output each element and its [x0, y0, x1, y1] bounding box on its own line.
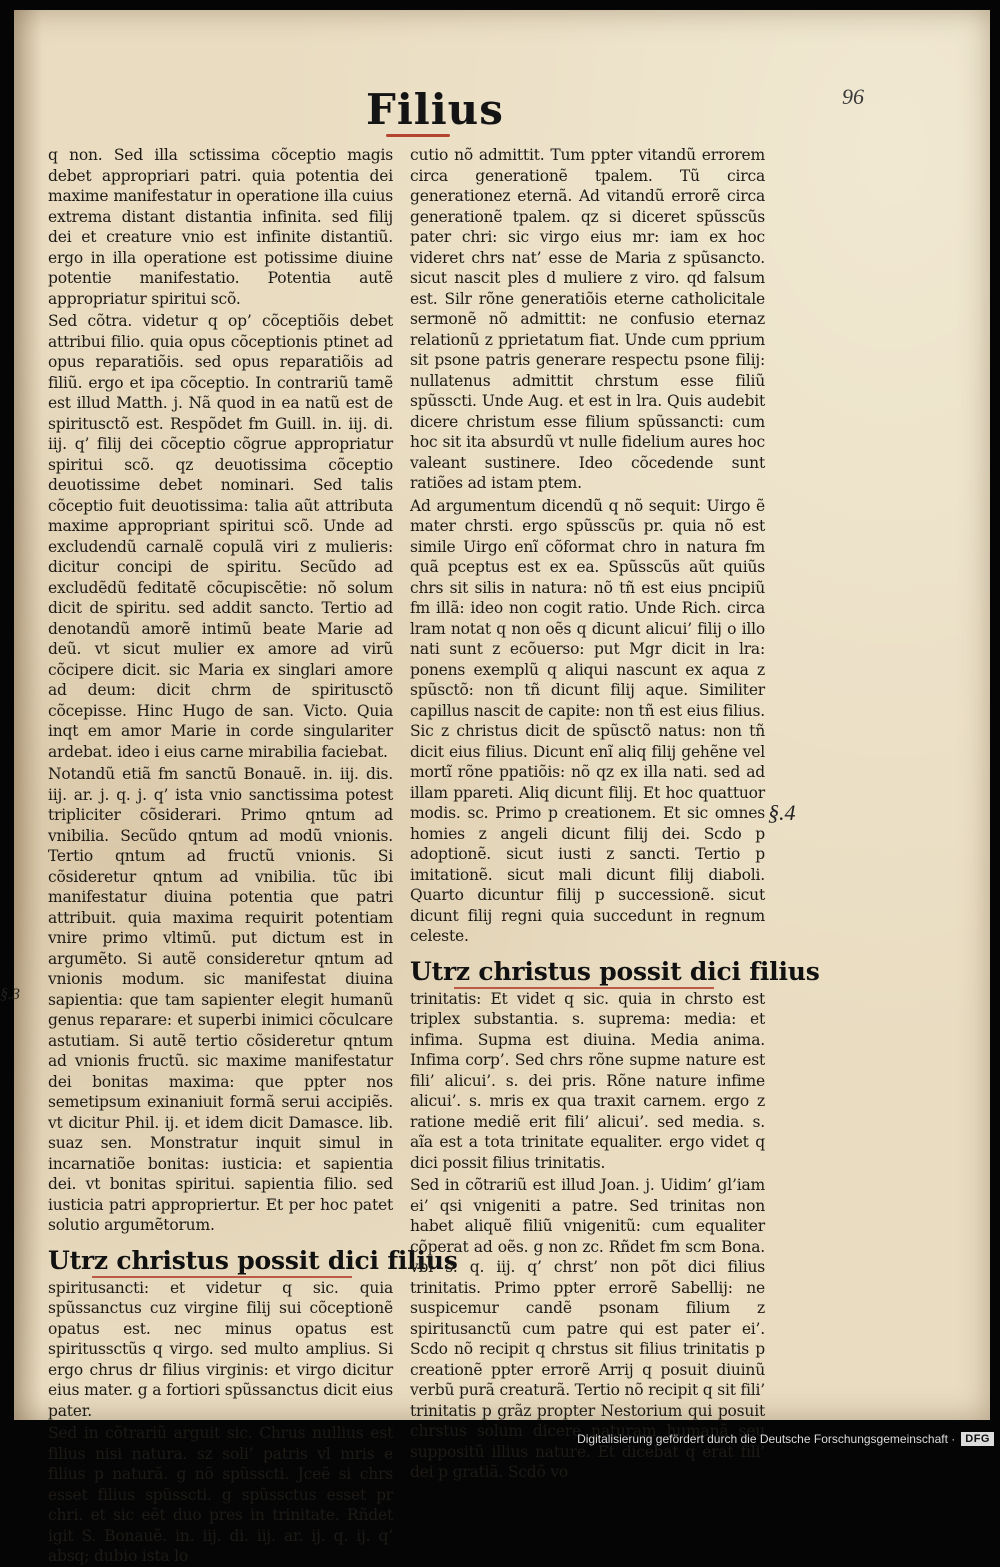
digitization-footer — [577, 1432, 994, 1446]
left-section-paragraph-1: spiritusancti: et videtur q sic. quia spũssanctus cuz virgine filij sui cõceptionẽ opatus est. nec minus opatus est spiritussctũs q virgo. sed multo amplius. Si ergo chrus dr filius virginis: et virgo dicitur eius mater. g a fortiori spũssanctus dicit eius pater. — [48, 1278, 393, 1420]
heading-underline — [386, 134, 450, 137]
page-heading: Filius — [366, 85, 504, 134]
dfg-logo-icon: DFG — [961, 1432, 994, 1446]
left-section-paragraph-2: Sed in cõtrariũ arguit sic. Chrus nullius est filius nisi natura. sz soli’ patris vl mris e filius p naturã. g nõ spũsscti. Jceẽ si chrs esset filius spũsscti. g spũssctus esset pr chri. et sic eẽt duo pres in trinitate. Rñdet igit S. Bonauẽ. in. iij. di. iij. ar. ij. q. ij. q’ absq; dubio ista lo — [48, 1424, 393, 1565]
right-section-paragraph-2: Sed in cõtrariũ est illud Joan. j. Uidim’ gl’iam ei’ qsi vnigeniti a patre. Sed trinitas non habet aliquẽ filiũ vnigenitũ: cum equaliter cõperat ad oẽs. g non zc. Rñdet fm scm Bona. vbi s. q. iij. q’ chrst’ non põt dici filius trinitatis. Primo ppter errorẽ Sabellij: ne suspicemur candẽ psonam filium z spiritusanctũ cum patre qui est pater ei’. Scdo nõ recipit q chrstus sit filius trinitatis p creationẽ ppter errorẽ Arrij q posuit diuinũ verbũ purã creaturã. Tertio nõ recipit q sit fili’ trinitatis p grãz propter Nestorium qui posuit chrstus solum dicere naturam humanã seu suppositũ illius nature. Et dicebat q erat fili’ dei p gratiã. Scdõ vo — [410, 1176, 765, 1481]
right-paragraph-1: cutio nõ admittit. Tum ppter vitandũ errorem circa generationẽ tpalem. Tũ circa generationez eternã. Ad vitandũ errorẽ circa generationẽ tpalem. qz si diceret spũsscũs pater chri: sic virgo eius mr: iam ex hoc videret chrs nat’ esse de Maria z spũsancto. sicut nascit ples d muliere z viro. qd falsum est. Silr rõne generatiõis eterne catholicitale sermonẽ nõ admittit: ne confusio eternaz relationũ z pprietatum fiat. Unde cum pprium sit psone patris generare respectu psone filij: nullatenus admittit chrstum esse filiũ spũsscti. Unde Aug. et est in lra. Quis audebit dicere christum esse filium spũssancti: cum hoc sit ita absurdũ vt nulle fidelium aures hoc valeant sustinere. Ideo cõcedende sunt ratiões ad istam ptem. — [410, 146, 765, 492]
left-paragraph-2: Sed cõtra. videtur q op’ cõceptiõis debet attribui filio. quia opus cõceptionis ptinet ad opus reparatiõis. sed opus reparatiõis ad filiũ. ergo et ipa cõceptio. In contrariũ tamẽ est illud Matth. j. Nã quod in ea natũ est de spiritusctõ est. Respõdet fm Guill. in. iij. di. iij. q’ filij dei cõceptio cõgrue appropriatur spiritui scõ. qz deuotissima cõceptio deuotissime debet nominari. Sed talis cõceptio fuit deuotissima: talia aũt attributa maxime appropriant spiritui scõ. Unde ad excludendũ carnalẽ copulã viri z mulieris: dicitur concipi de spiritu. Secũdo ad excludẽdũ feditatẽ cõcupiscẽtie: nõ solum dicit de spiritu. sed addit sancto. Tertio ad denotandũ amorẽ intimũ beate Marie ad deũ. vt sicut mulier ex amore ad virũ cõcipere dicit. sic Maria ex singlari amore ad deum: dicit chrm de spiritusctõ cõcepisse. Hinc Hugo de san. Victo. Quia inqt em amor Marie in corde singulariter ardebat. ideo i eius carne mirabilia faciebat. — [48, 312, 393, 761]
footer-text: Digitalisierung gefördert durch die Deutsche Forschungsgemeinschaft · — [577, 1432, 956, 1446]
left-column — [48, 145, 458, 1567]
left-section-rule — [92, 1276, 352, 1278]
section-marker-left: §.3 — [0, 986, 20, 1003]
section-marker-right: §.4 — [768, 800, 796, 825]
left-section-heading — [48, 1245, 458, 1276]
right-section-rule — [454, 987, 714, 989]
left-section-title: Utrz christus possit dici filius — [48, 1245, 458, 1275]
right-paragraph-2: Ad argumentum dicendũ q nõ sequit: Uirgo ẽ mater chrsti. ergo spũsscũs pr. quia nõ est simile Uirgo enĩ cõformat chro in natura fm quã pceptus est ex ea. Spũsscũs aũt quiũs chrs sit silis in natura: nõ tñ est eius pncipiũ fm illã: ideo non cogit ratio. Unde Rich. circa lram notat q non oẽs q dicunt alicui’ filij o illo nati sunt z ecõuerso: put Mgr dicit in lra: ponens exemplũ q aliqui nascunt ex aqua z spũsctõ: non tñ dicunt filij aque. Similiter capillus nascit de capite: non tñ est eius filius. Sic z christus dicit de spũsctõ natus: non tñ dicit eius filius. Dicunt enĩ aliq filij gehẽne vel mortĩ rõne ppatiõis: nõ qz ex illa nati. sed ad illam ppareti. Aliq dicunt filij. Et hoc quattuor modis. sc. Primo p creationem. Et sic omnes homies z angeli dicunt filij dei. Scdo p adoptionẽ. sicut iusti z sancti. Tertio p imitationẽ. sicut mali dicunt filij diaboli. Quarto dicuntur filij p successionẽ. sicut dicunt filij regni quia succedunt in regnum celeste. — [410, 496, 765, 945]
left-paragraph-3: Notandũ etiã fm sanctũ Bonauẽ. in. iij. dis. iij. ar. j. q. j. q’ ista vnio sanctissima potest tripliciter cõsiderari. Primo qntum ad vnibilia. Secũdo qntum ad modũ vnionis. Tertio qntum ad fructũ vnionis. Si cõsideretur qntum ad vnibilia. tũc ibi manifestatur diuina potentia que patri attribuit. quia maxima requirit potentiam vnire primo vltimũ. put dictum est in argumẽto. Si autẽ consideretur qntum ad vnionis modum. sic manifestat diuina sapientia: que tam sapienter elegit humanũ genus reparare: et superbi inimici cõculcare astutiam. Si autẽ tertio cõsideretur qntum ad vnionis fructũ. sic maxime manifestatur dei bonitas maxima: que ppter nos semetipsum exinaniuit formã serui accipiẽs. vt dicitur Phil. ij. et idem dicit Damasce. lib. suaz sen. Monstratur inquit simul in incarnatiõe bonitas: iusticia: et sapientia dei. vt bonitas spiritui. sapientia filio. sed iusticia patri appropriertur. Et per hoc patet solutio argumẽtorum. — [48, 765, 393, 1234]
right-section-paragraph-1: trinitatis: Et videt q sic. quia in chrsto est triplex substantia. s. suprema: media: et infima. Supma est diuina. Media anima. Infima corp’. Sed chrs rõne supme nature est fili’ alicui’. s. dei pris. Rõne nature infime alicui’. s. mris ex qua traxit carnem. ergo z ratione mediẽ erit fili’ alicui’. sed media. s. aĩa est a tota trinitate equaliter. ergo videt q dici possit filius trinitatis. — [410, 989, 765, 1172]
folio-number: 96 — [842, 84, 864, 109]
right-section-title: Utrz christus possit dici filius — [410, 956, 820, 986]
right-section-heading — [410, 956, 820, 987]
left-paragraph-1: q non. Sed illa sctissima cõceptio magis debet appropriari patri. quia potentia dei maxime manifestatur in operatione illa cuius extrema distant distantia infinita. sed filij dei et creature vnio est infinite distantiũ. ergo in illa operatione est potissime diuine potentie manifestatio. Potentia autẽ appropriatur spiritui scõ. — [48, 146, 393, 308]
